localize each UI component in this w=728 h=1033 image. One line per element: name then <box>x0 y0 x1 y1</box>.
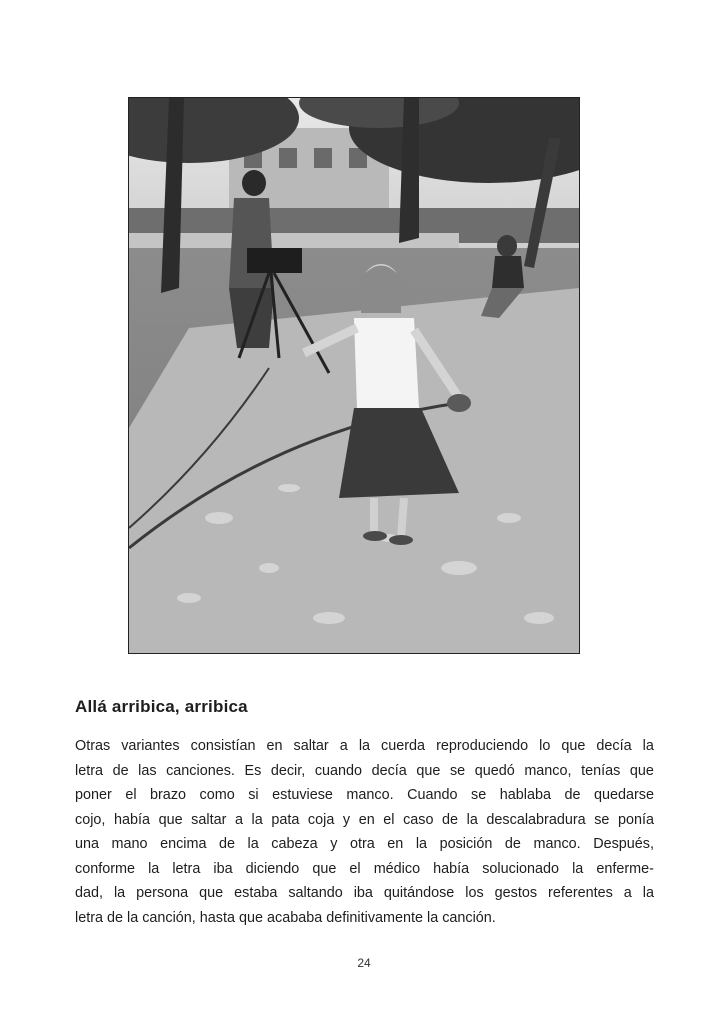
word: la <box>572 860 584 877</box>
word: Otras <box>75 738 111 754</box>
word: posición <box>439 836 493 852</box>
word: decir, <box>270 762 306 779</box>
word: poner <box>75 787 112 803</box>
word: la <box>466 811 478 828</box>
word: persona <box>136 885 189 901</box>
word: la <box>251 811 263 828</box>
paragraph-line <box>75 857 654 882</box>
word: en <box>387 836 404 852</box>
paragraph-line <box>75 808 654 833</box>
word: referentes <box>548 885 613 901</box>
word: la <box>415 836 428 852</box>
word: que <box>158 811 183 828</box>
word: de <box>504 836 521 852</box>
word: si <box>248 787 259 803</box>
word: dad, <box>75 885 104 901</box>
word: que <box>561 738 586 754</box>
word: a <box>623 885 632 901</box>
word: que <box>312 860 337 877</box>
word: una <box>75 836 100 852</box>
word: letra <box>75 762 103 779</box>
word: había <box>433 860 470 877</box>
word: saltar <box>293 738 329 754</box>
word: reproduciendo <box>436 738 529 754</box>
word: médico <box>373 860 421 877</box>
word: que <box>416 762 441 779</box>
word: ponía <box>617 811 654 828</box>
word: la <box>642 885 654 901</box>
word: que <box>629 762 654 779</box>
word: caso <box>403 811 434 828</box>
word: estaba <box>234 885 278 901</box>
word: decía <box>371 762 407 779</box>
word: conforme <box>75 860 135 877</box>
paragraph-line <box>75 832 654 857</box>
paragraph-line <box>75 783 654 808</box>
word: mano <box>111 836 148 852</box>
word: estuviese <box>272 787 333 803</box>
word: diciendo <box>245 860 300 877</box>
word: quedó <box>474 762 515 779</box>
word: iba <box>353 885 373 901</box>
word: manco, <box>524 762 572 779</box>
word: pata <box>271 811 300 828</box>
word: manco. <box>346 787 394 803</box>
word: la <box>358 738 371 754</box>
word: de <box>442 811 459 828</box>
word: variantes <box>121 738 180 754</box>
word: como <box>199 787 235 803</box>
word: cabeza <box>271 836 318 852</box>
word: las <box>138 762 157 779</box>
paragraph-line <box>75 734 654 759</box>
word: de <box>112 762 129 779</box>
word: cuando <box>314 762 363 779</box>
word: de <box>564 787 581 803</box>
word: lo <box>539 738 551 754</box>
word: canciones. <box>166 762 235 779</box>
photograph <box>128 97 580 654</box>
word: el <box>383 811 395 828</box>
word: enferme- <box>596 860 654 877</box>
word: el <box>349 860 361 877</box>
word: tenías <box>581 762 621 779</box>
body-paragraph <box>75 734 654 930</box>
word: la <box>247 836 259 852</box>
word: hablaba <box>499 787 551 803</box>
word: quedarse <box>593 787 654 803</box>
photo-girl-jumping-rope-icon <box>129 98 579 653</box>
word: saltar <box>191 811 227 828</box>
word: Después, <box>593 836 654 852</box>
word: coja <box>307 811 335 828</box>
word: brazo <box>150 787 187 803</box>
section-heading: Allá arribica, arribica <box>75 697 248 716</box>
word: saltando <box>288 885 343 901</box>
word: a <box>234 811 243 828</box>
word: encima <box>160 836 207 852</box>
word: solucionado <box>482 860 560 877</box>
word: la <box>148 860 160 877</box>
paragraph-line: letra de la canción, hasta que acababa definitivamente la canción. <box>75 909 496 926</box>
word: en <box>266 738 283 754</box>
word: Cuando <box>407 787 458 803</box>
paragraph-line <box>75 759 654 784</box>
word: de <box>219 836 236 852</box>
paragraph-line <box>75 881 654 906</box>
word: letra <box>172 860 201 877</box>
word: a <box>339 738 348 754</box>
word: había <box>113 811 150 828</box>
word: la <box>642 738 654 754</box>
word: cojo, <box>75 811 106 828</box>
word: en <box>358 811 375 828</box>
word: la <box>113 885 126 901</box>
word: los <box>465 885 484 901</box>
word: Es <box>244 762 262 779</box>
word: el <box>125 787 137 803</box>
word: cuerda <box>381 738 426 754</box>
word: otra <box>349 836 375 852</box>
word: se <box>594 811 610 828</box>
word: gestos <box>494 885 538 901</box>
word: y <box>330 836 338 852</box>
word: manco. <box>533 836 581 852</box>
word: se <box>449 762 466 779</box>
page-number: 24 <box>357 956 371 970</box>
word: y <box>342 811 351 828</box>
word: que <box>199 885 224 901</box>
word: descalabradura <box>486 811 586 828</box>
word: consistían <box>190 738 256 754</box>
word: se <box>471 787 487 803</box>
word: decía <box>596 738 632 754</box>
word: quitándose <box>383 885 455 901</box>
word: iba <box>213 860 233 877</box>
